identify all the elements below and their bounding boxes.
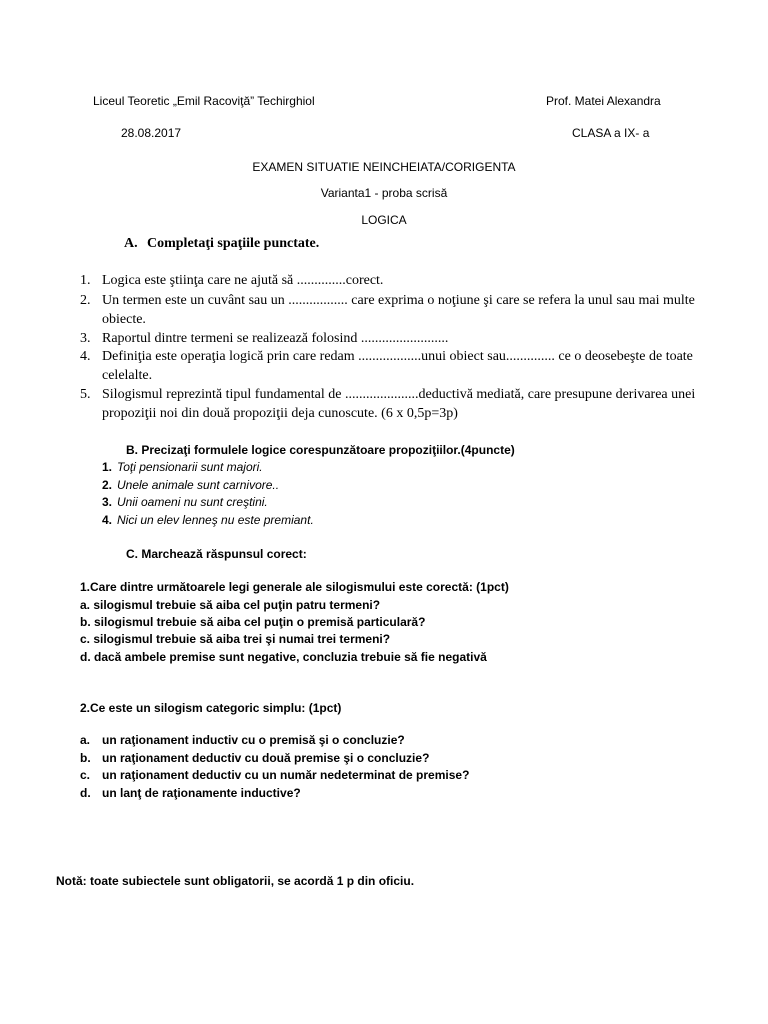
school-name: Liceul Teoretic „Emil Racoviţă” Techirghiol: [93, 94, 315, 108]
section-a-heading: Completaţi spaţiile punctate.: [147, 236, 320, 251]
list-item: Un termen este un cuvânt sau un ................. care exprima o noţiune şi care se refera la unul sau mai multe: [102, 293, 695, 308]
footer-note: Notă: toate subiectele sunt obligatorii, se acordă 1 p din oficiu.: [56, 874, 415, 888]
list-item-number: 2.: [80, 293, 91, 308]
section-c-heading: C. Marchează răspunsul corect:: [126, 547, 307, 561]
list-item: Toţi pensionarii sunt majori.: [117, 460, 263, 474]
variant-title: Varianta1 - proba scrisă: [320, 186, 448, 200]
q1-option-b: b. silogismul trebuie să aiba cel puţin o premisă particulară?: [80, 615, 426, 629]
list-item: Unele animale sunt carnivore..: [117, 478, 280, 492]
section-a-letter: A.: [124, 236, 138, 251]
q2-option-d: un lanţ de raţionamente inductive?: [102, 786, 301, 800]
question-2: 2.Ce este un silogism categoric simplu: (1pct): [80, 701, 342, 715]
option-letter: d.: [80, 786, 91, 800]
exam-title: EXAMEN SITUATIE NEINCHEIATA/CORIGENTA: [252, 160, 516, 174]
list-item-number: 3.: [80, 331, 91, 346]
list-item-number: 5.: [80, 387, 91, 402]
q1-option-c: c. silogismul trebuie să aiba trei şi numai trei termeni?: [80, 632, 391, 646]
list-item-continuation: obiecte.: [102, 312, 146, 327]
list-item-number: 1.: [80, 273, 91, 288]
q2-option-a: un raţionament inductiv cu o premisă şi o concluzie?: [102, 733, 405, 747]
question-1: 1.Care dintre următoarele legi generale ale silogismului este corectă: (1pct): [80, 580, 509, 594]
q1-option-a: a. silogismul trebuie să aiba cel puţin patru termeni?: [80, 598, 381, 612]
list-item: Nici un elev lenneş nu este premiant.: [117, 513, 314, 527]
list-item: Logica este ştiinţa care ne ajută să ..............corect.: [102, 273, 384, 288]
list-item-number: 3.: [102, 495, 113, 509]
class-label: CLASA a IX- a: [572, 126, 650, 140]
list-item: Definiţia este operaţia logică prin care redam ..................unui obiect sau.............. ce o deosebeşte de toate: [102, 349, 693, 364]
teacher-name: Prof. Matei Alexandra: [546, 94, 661, 108]
q1-option-d: d. dacă ambele premise sunt negative, concluzia trebuie să fie negativă: [80, 650, 487, 664]
q2-option-c: un raţionament deductiv cu un număr nedeterminat de premise?: [102, 768, 470, 782]
list-item: Unii oameni nu sunt creştini.: [117, 495, 268, 509]
list-item: Raportul dintre termeni se realizează folosind .........................: [102, 331, 449, 346]
option-letter: c.: [80, 768, 91, 782]
list-item-number: 4.: [80, 349, 91, 364]
list-item-number: 1.: [102, 460, 113, 474]
list-item-continuation: propoziţii noi din două propoziţii deja cunoscute. (6 x 0,5p=3p): [102, 406, 458, 421]
list-item-number: 4.: [102, 513, 113, 527]
list-item: Silogismul reprezintă tipul fundamental de .....................deductivă mediată, care presupune derivarea unei: [102, 387, 696, 402]
option-letter: b.: [80, 751, 91, 765]
list-item-continuation: celelalte.: [102, 368, 153, 383]
section-b-heading: B. Precizaţi formulele logice corespunzătoare propoziţiilor.(4puncte): [126, 443, 515, 457]
option-letter: a.: [80, 733, 91, 747]
subject-title: LOGICA: [361, 213, 407, 227]
exam-date: 28.08.2017: [121, 126, 182, 140]
list-item-number: 2.: [102, 478, 113, 492]
q2-option-b: un raţionament deductiv cu două premise şi o concluzie?: [102, 751, 430, 765]
